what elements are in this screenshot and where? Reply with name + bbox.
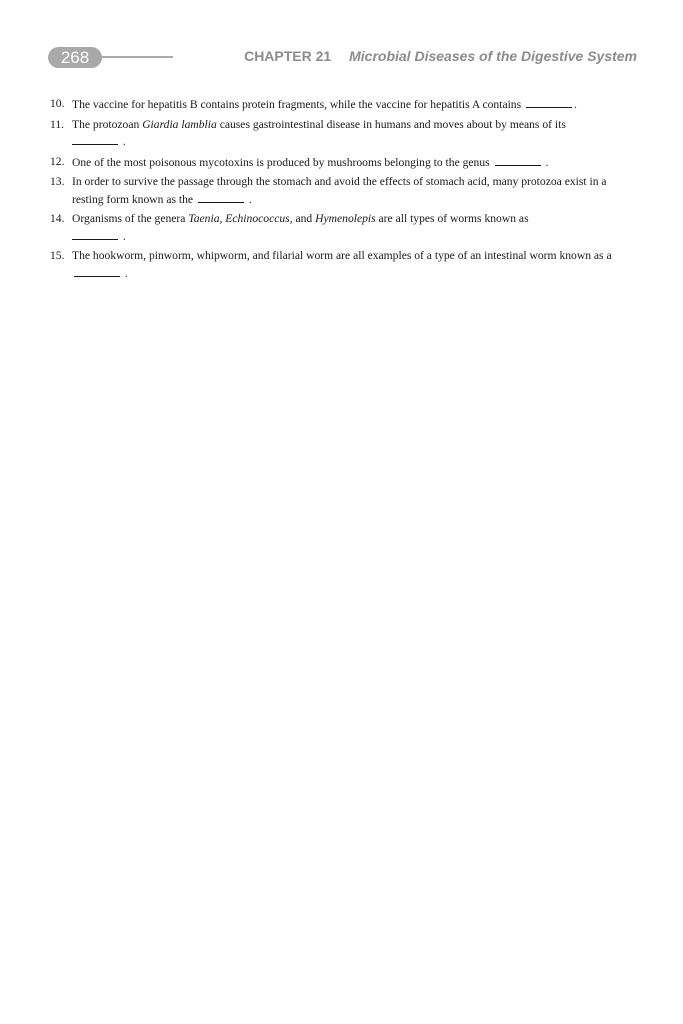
question-10 xyxy=(50,96,640,114)
question-14 xyxy=(50,211,640,245)
question-text: In order to survive the passage through the stomach and avoid the effects of stomach acid, many protozoa exist in a resting form known as the xyxy=(72,175,607,206)
question-text: The protozoan xyxy=(72,117,143,131)
question-15 xyxy=(50,248,640,282)
question-text: causes gastrointestinal disease in humans and moves about by means of its xyxy=(216,117,566,131)
question-text: and xyxy=(292,212,316,225)
page-number-badge: 268 xyxy=(48,47,102,68)
question-text: are all types of worms known as xyxy=(375,212,529,225)
answer-blank xyxy=(74,265,120,277)
answer-blank xyxy=(495,154,541,166)
question-number: 13. xyxy=(50,175,65,188)
chapter-heading xyxy=(244,48,637,64)
page-header xyxy=(0,0,683,80)
answer-blank xyxy=(526,96,572,108)
answer-blank xyxy=(72,228,118,240)
question-number: 15. xyxy=(50,249,65,262)
chapter-number: CHAPTER 21 xyxy=(244,48,332,64)
question-number: 11. xyxy=(50,117,65,131)
organism-name: Hymenolepis xyxy=(315,212,376,225)
question-period: . xyxy=(122,229,126,243)
question-text: One of the most poisonous mycotoxins is produced by mushrooms belonging to the genus xyxy=(72,155,490,169)
answer-blank xyxy=(198,191,244,203)
question-text: Organisms of the genera xyxy=(72,212,189,225)
question-text: The hookworm, pinworm, whipworm, and filarial worm are all examples of a type of an intestinal worm known as a xyxy=(72,249,612,262)
header-rule xyxy=(100,56,173,58)
question-text: The vaccine for hepatitis B contains protein fragments, while the vaccine for hepatitis A contains xyxy=(72,98,522,111)
question-13 xyxy=(50,174,640,208)
answer-blank xyxy=(72,133,118,145)
question-period: . xyxy=(124,266,128,280)
chapter-title: Microbial Diseases of the Digestive System xyxy=(349,48,637,64)
organism-names: Taenia, Echinococcus, xyxy=(188,212,293,225)
organism-name: Giardia lamblia xyxy=(142,117,217,131)
question-period: . xyxy=(248,192,252,206)
question-11 xyxy=(50,117,640,151)
question-number: 12. xyxy=(50,154,65,168)
question-list xyxy=(50,96,640,285)
question-number: 10. xyxy=(50,97,65,110)
question-period: . xyxy=(545,155,549,169)
question-number: 14. xyxy=(50,212,65,225)
question-12 xyxy=(50,154,640,172)
question-period: . xyxy=(574,98,577,111)
question-period: . xyxy=(122,135,126,148)
